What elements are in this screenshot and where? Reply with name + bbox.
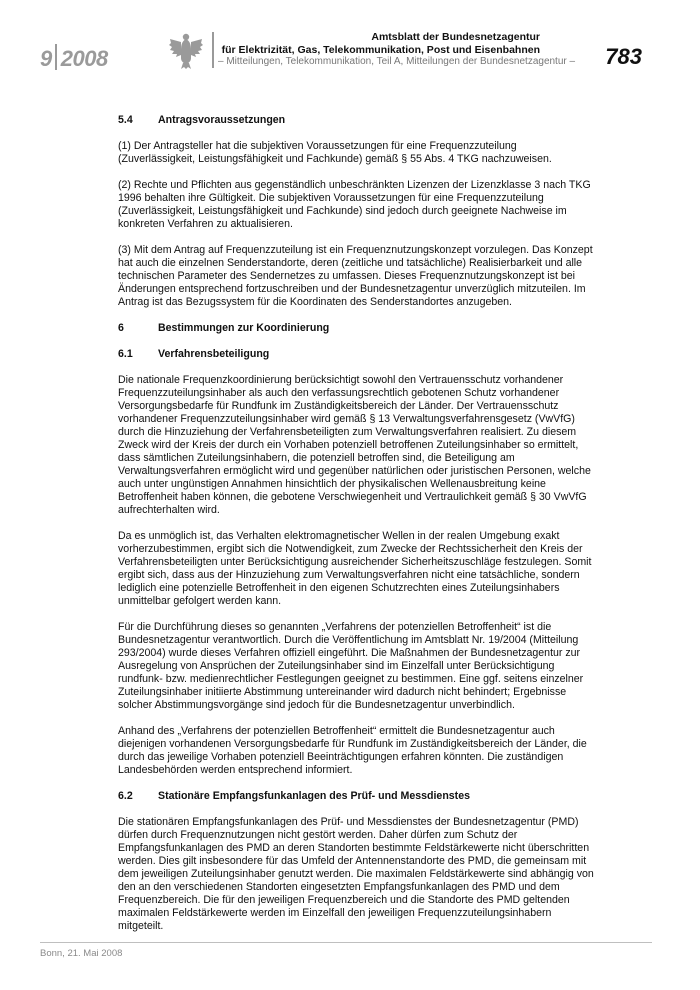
section-title: Verfahrensbeteiligung xyxy=(158,348,270,360)
paragraph: Die stationären Empfangsfunkanlagen des Prüf- und Messdienstes der Bundesnetzagentur (PMD) dürfen durch Frequenznutzungen nicht gestört werden. Daher dürfen zum Schutz der Empfangsfunkanlagen des PMD an deren Standorten bestimmte Feldstärkewerte nicht überschritten werden. Dies gilt insbesondere für das Umfeld der Antennenstandorte des PMD, die gemeinsam mit dem jeweiligen Zuteilungsinhaber genutzt werden. Die maximalen Feldstärkewerte sind abhängig von den an den verschiedenen Standorten eingesetzten Empfangsfunkanlagen des PMD und dem Frequenzbereich. Die für den jeweiligen Frequenzbereich und die Standorte des PMD geltenden maximalen Feldstärkewerte werden im Einzelfall den jeweiligen Frequenzzuteilungsinhabern mitgeteilt. xyxy=(118,816,594,932)
issue-separator xyxy=(55,44,57,70)
issue-label xyxy=(40,44,108,72)
publication-title-line2: für Elektrizität, Gas, Telekommunikation, Post und Eisenbahnen xyxy=(221,44,540,56)
federal-eagle-icon xyxy=(168,30,204,70)
document-body xyxy=(118,114,596,946)
paragraph: (1) Der Antragsteller hat die subjektiven Voraussetzungen für eine Frequenzzuteilung (Zuverlässigkeit, Leistungsfähigkeit und Fachkunde) gemäß § 55 Abs. 4 TKG nachzuweisen. xyxy=(118,140,552,165)
paragraph: Da es unmöglich ist, das Verhalten elektromagnetischer Wellen in der realen Umgebung exakt vorherzubestimmen, ergibt sich die Notwendigkeit, zum Zwecke der Rechtssicherheit den Kreis der Verfahrensbeteiligten unter Berücksichtigung ausreichender Sicherheitszuschläge festzulegen. Somit ergibt sich, dass aus der Hinzuziehung zum Verwaltungsverfahren nicht eine tatsächliche, sondern lediglich eine potenzielle Betroffenheit in den eigenen Schutzrechten eines Zuteilungsinhabers unmittelbar gefolgert werden kann. xyxy=(118,530,592,607)
section-heading-6-2 xyxy=(118,790,596,803)
section-heading-5-4 xyxy=(118,114,596,127)
paragraph: Anhand des „Verfahrens der potenziellen Betroffenheit“ ermittelt die Bundesnetzagentur auch diejenigen vorhandenen Versorgungsbedarfe für Rundfunk im Zuständigkeitsbereich der Länder, die durch das jeweilige Vorhaben potenziell Beeinträchtigungen erfahren könnten. Die zuständigen Landesbehörden werden entsprechend informiert. xyxy=(118,725,587,776)
paragraph: (3) Mit dem Antrag auf Frequenzzuteilung ist ein Frequenznutzungskonzept vorzulegen. Das Konzept hat auch die einzelnen Senderstandorte, deren (zeitliche und tatsächliche) Realisierbarkeit und alle technischen Parameter des Sendernetzes zu umfassen. Dieses Frequenznutzungskonzept ist bei Änderungen entsprechend fortzuschreiben und der Bundesnetzagentur unverzüglich mitzuteilen. Im Antrag ist das Bezugssystem für die Koordinaten des Senderstandortes anzugeben. xyxy=(118,244,593,308)
section-number: 6.2 xyxy=(118,790,133,802)
paragraph: (2) Rechte und Pflichten aus gegenständlich unbeschränkten Lizenzen der Lizenzklasse 3 nach TKG 1996 behalten ihre Gültigkeit. Die subjektiven Voraussetzungen für eine Frequenzzuteilung (Zuverlässigkeit, Leistungsfähigkeit und Fachkunde) sind jedoch durch geeignete Nachweise im konkreten Verfahren zu aktualisieren. xyxy=(118,179,591,230)
page-number: 783 xyxy=(605,44,642,69)
paragraph: Für die Durchführung dieses so genannten „Verfahrens der potenziellen Betroffenheit“ ist die Bundesnetzagentur verantwortlich. Durch die Veröffentlichung im Amtsblatt Nr. 19/2004 (Mitteilung 293/2004) wurde dieses Verfahren offiziell eingeführt. Die Maßnahmen der Bundesnetzagentur zur Ausregelung von Ansprüchen der Zuteilungsinhaber sind im Einzelfall unter Berücksichtigung rundfunk- bzw. medienrechtlicher Festlegungen geeignet zu bestimmen. Eine ggf. seitens einzelner Zuteilungsinhaber initiierte Abstimmung untereinander wird dadurch nicht behindert; Ergebnisse solcher Abstimmungsvorgänge sind jedoch für die Bundesnetzagentur unverbindlich. xyxy=(118,621,584,711)
publication-subtitle: – Mitteilungen, Telekommunikation, Teil A, Mitteilungen der Bundesnetzagentur – xyxy=(218,56,576,67)
issue-number: 9 xyxy=(40,46,52,71)
publication-title xyxy=(200,31,540,57)
section-number: 6.1 xyxy=(118,348,133,360)
section-heading-6-1 xyxy=(118,348,596,361)
footer-date: Bonn, 21. Mai 2008 xyxy=(40,948,123,959)
publication-title-line1: Amtsblatt der Bundesnetzagentur xyxy=(371,31,540,43)
footer-divider xyxy=(40,942,652,943)
section-title: Antragsvoraussetzungen xyxy=(158,114,286,126)
section-heading-6 xyxy=(118,322,596,335)
section-number: 6 xyxy=(118,322,124,334)
section-number: 5.4 xyxy=(118,114,133,126)
paragraph: Die nationale Frequenzkoordinierung berücksichtigt sowohl den Vertrauensschutz vorhandener Frequenzzuteilungsinhaber als auch den verfassungsrechtlich gebotenen Schutz vorhandener Versorgungsbedarfe für Rundfunk im Zuständigkeitsbereich der Länder. Der Vertrauensschutz vorhandener Frequenzzuteilungsinhaber wird gemäß § 13 Verwaltungsverfahrensgesetz (VwVfG) durch die Hinzuziehung der Verfahrensbeteiligten zum Verwaltungsverfahren realisiert. Zu diesem Zweck wird der Kreis der durch ein Vorhaben potenziell betroffenen Zuteilungsinhaber so ermittelt, dass sämtlichen Zuteilungsinhabern, die potenziell betroffen sind, die Beteiligung am Verwaltungsverfahren ermöglicht wird und gegenüber natürlichen oder juristischen Personen, welche auch unter ungünstigen Annahmen hinsichtlich der physikalischen Wellenausbreitung keine Betroffenheit haben können, die gebotene Verschwiegenheit und Vertraulichkeit gemäß § 30 VwVfG aufrechterhalten wird. xyxy=(118,374,591,516)
issue-year: 2008 xyxy=(60,46,108,71)
section-title: Stationäre Empfangsfunkanlagen des Prüf- und Messdienstes xyxy=(158,790,470,802)
section-title: Bestimmungen zur Koordinierung xyxy=(158,322,330,334)
